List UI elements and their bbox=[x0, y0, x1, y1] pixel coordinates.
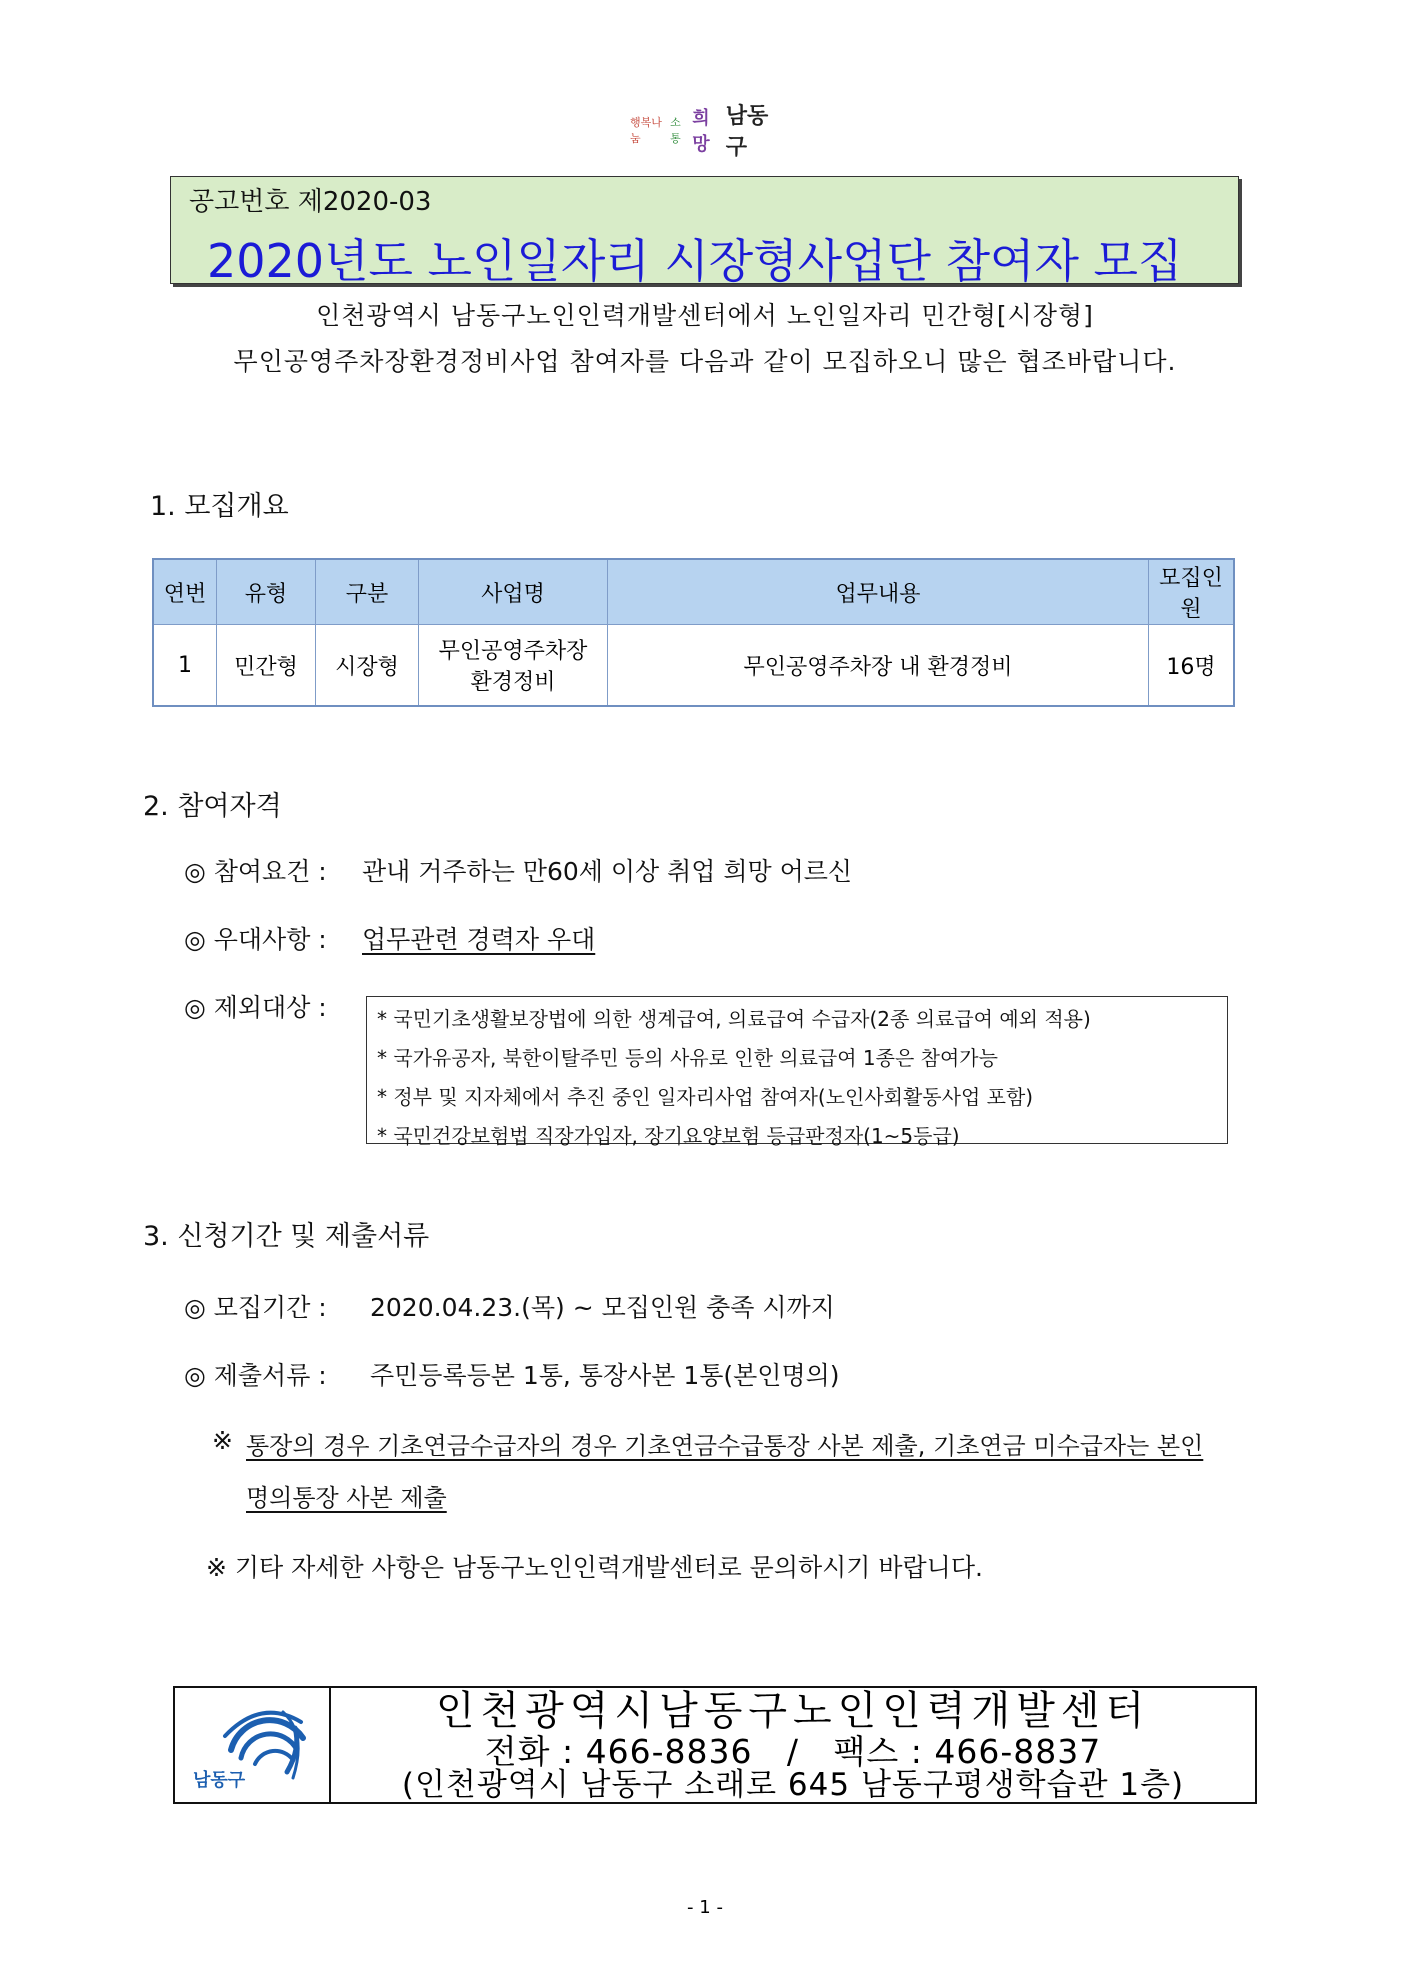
intro-line-1: 인천광역시 남동구노인인력개발센터에서 노인일자리 민간형[시장형] bbox=[316, 301, 1094, 330]
cell-project-name bbox=[419, 625, 608, 707]
table-header-row bbox=[153, 559, 1234, 625]
requirement-value: 관내 거주하는 만60세 이상 취업 희망 어르신 bbox=[362, 857, 853, 886]
notice-header-box bbox=[170, 176, 1239, 288]
project-name-line-1: 무인공영주차장 bbox=[438, 639, 588, 664]
footer-logo-cell bbox=[175, 1688, 331, 1802]
project-name-line-2: 환경정비 bbox=[470, 670, 556, 695]
footer-phone-fax: 전화 : 466-8836 / 팩스 : 466-8837 bbox=[484, 1732, 1102, 1771]
cell-no: 1 bbox=[153, 625, 217, 707]
exclusion-item-2: * 국가유공자, 북한이탈주민 등의 사유로 인한 의료급여 1종은 참여가능 bbox=[377, 1046, 998, 1070]
slogan-text-1: 행복나눔 bbox=[630, 116, 662, 145]
section-1-heading: 1. 모집개요 bbox=[150, 491, 289, 522]
recruitment-table bbox=[152, 558, 1235, 707]
header-task: 업무내용 bbox=[608, 559, 1149, 625]
exclusion-item-4: * 국민건강보험법 직장가입자, 장기요양보험 등급판정자(1~5등급) bbox=[377, 1124, 960, 1148]
header-count: 모집인원 bbox=[1149, 559, 1235, 625]
notice-title: 2020년도 노인일자리 시장형사업단 참여자 모집 bbox=[207, 234, 1183, 288]
note-2: ※ 기타 자세한 사항은 남동구노인인력개발센터로 문의하시기 바랍니다. bbox=[206, 1553, 983, 1582]
footer-organization: 인천광역시남동구노인인력개발센터 bbox=[435, 1688, 1151, 1734]
header-no: 연번 bbox=[153, 559, 217, 625]
notice-number: 공고번호 제2020-03 bbox=[189, 187, 432, 217]
cell-type: 민간형 bbox=[217, 625, 316, 707]
table-row bbox=[153, 625, 1234, 707]
requirement-label: ◎ 참여요건 : bbox=[184, 857, 327, 886]
page-number: - 1 - bbox=[687, 1897, 723, 1918]
exclusion-box bbox=[366, 996, 1228, 1148]
documents-value: 주민등록등본 1통, 통장사본 1통(본인명의) bbox=[370, 1361, 840, 1390]
note-1-mark: ※ bbox=[212, 1426, 233, 1455]
preference-label: ◎ 우대사항 : bbox=[184, 925, 327, 954]
intro-line-2: 무인공영주차장환경정비사업 참여자를 다음과 같이 모집하오니 많은 협조바랍니다. bbox=[233, 347, 1177, 376]
footer-logo-text: 남동구 bbox=[193, 1770, 246, 1791]
header-category: 구분 bbox=[316, 559, 419, 625]
cell-count: 16명 bbox=[1149, 625, 1235, 707]
cell-category: 시장형 bbox=[316, 625, 419, 707]
exclusion-item-3: * 정부 및 지자체에서 추진 중인 일자리사업 참여자(노인사회활동사업 포함) bbox=[377, 1085, 1034, 1109]
preference-value: 업무관련 경력자 우대 bbox=[362, 925, 596, 954]
documents-label: ◎ 제출서류 : bbox=[184, 1361, 327, 1390]
period-value: 2020.04.23.(목) ~ 모집인원 충족 시까지 bbox=[370, 1293, 835, 1322]
slogan-text-2: 소통 bbox=[670, 116, 681, 145]
header-project-name: 사업명 bbox=[419, 559, 608, 625]
exclusion-label: ◎ 제외대상 : bbox=[184, 993, 327, 1022]
slogan-district-name: 남동구 bbox=[725, 104, 769, 160]
exclusion-item-1: * 국민기초생활보장법에 의한 생계급여, 의료급여 수급자(2종 의료급여 예외 적용) bbox=[377, 1007, 1091, 1031]
section-2-heading: 2. 참여자격 bbox=[143, 791, 282, 822]
period-label: ◎ 모집기간 : bbox=[184, 1293, 327, 1322]
note-1-line-2: 명의통장 사본 제출 bbox=[246, 1484, 447, 1512]
note-1-line-1: 통장의 경우 기초연금수급자의 경우 기초연금수급통장 사본 제출, 기초연금 미수급자는 본인 bbox=[246, 1432, 1204, 1460]
slogan-text-3: 희망 bbox=[692, 108, 710, 155]
district-slogan-logo bbox=[630, 104, 780, 160]
footer-address: (인천광역시 남동구 소래로 645 남동구평생학습관 1층) bbox=[401, 1767, 1185, 1803]
cell-task: 무인공영주차장 내 환경정비 bbox=[608, 625, 1149, 707]
section-3-heading: 3. 신청기간 및 제출서류 bbox=[143, 1221, 430, 1252]
contact-box bbox=[173, 1686, 1257, 1804]
header-type: 유형 bbox=[217, 559, 316, 625]
